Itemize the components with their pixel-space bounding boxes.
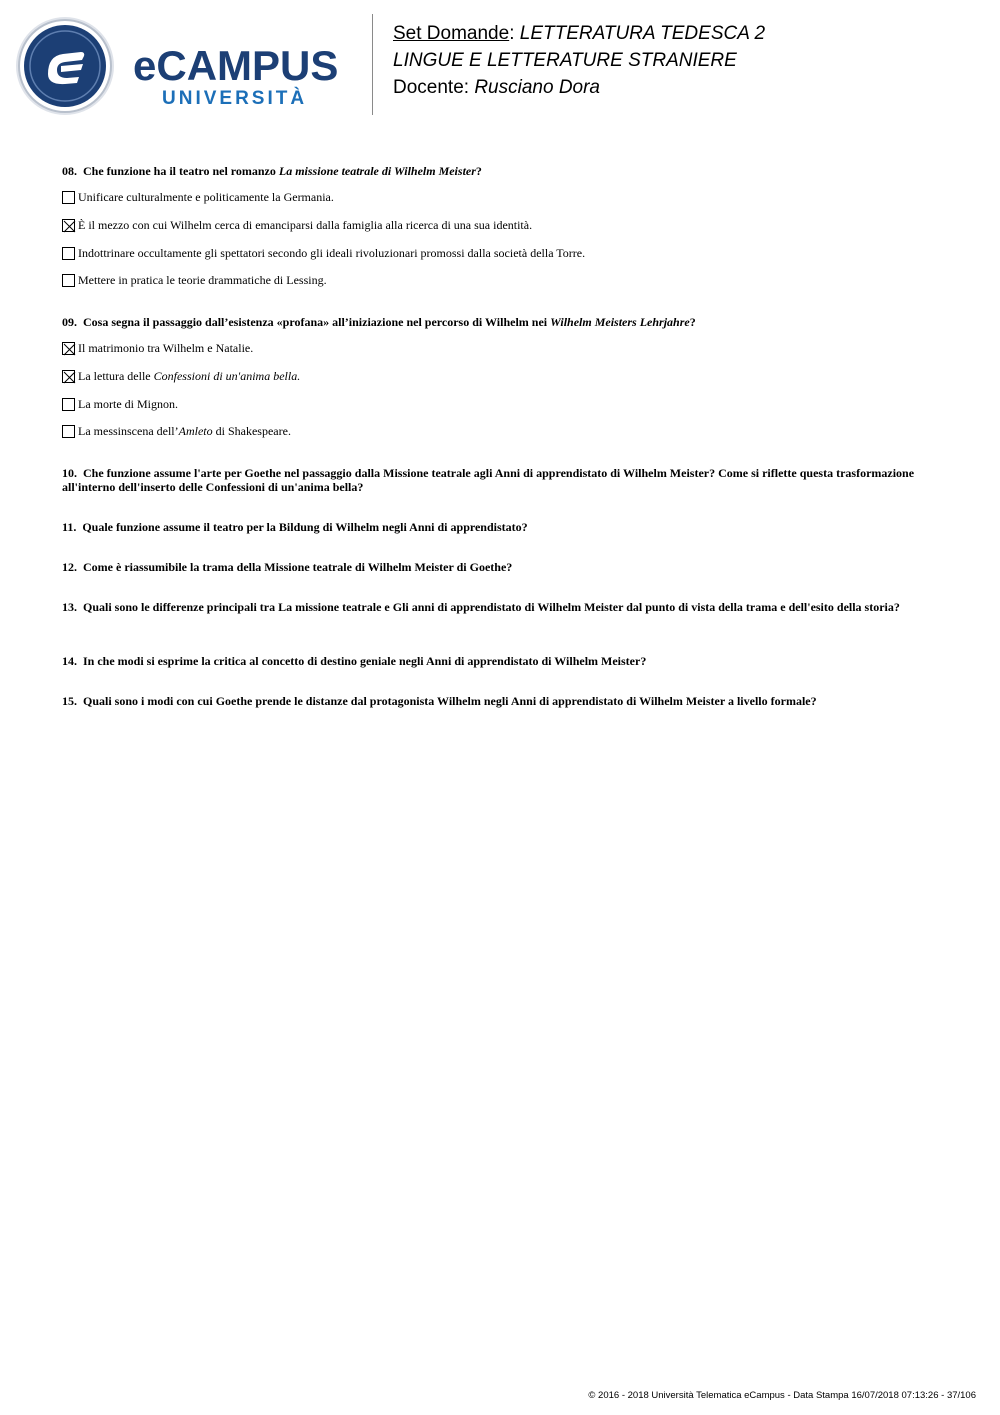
answer-option bbox=[62, 217, 532, 233]
option-text: La lettura delle bbox=[78, 369, 154, 383]
option-text: La messinscena dell’ bbox=[78, 424, 179, 438]
question-text: Quali sono i modi con cui Goethe prende le distanze dal protagonista Wilhelm negli Anni di apprendistato di Wilhelm Meister a livello formale? bbox=[83, 694, 817, 708]
question-text-italic: La missione teatrale di Wilhelm Meister bbox=[278, 164, 476, 178]
answer-option bbox=[62, 423, 291, 439]
question-15 bbox=[62, 694, 922, 708]
option-text: La morte di Mignon. bbox=[78, 397, 178, 411]
question-text: Quale funzione assume il teatro per la Bildung di Wilhelm negli Anni di apprendistato? bbox=[82, 520, 528, 534]
option-text: Indottrinare occultamente gli spettatori secondo gli ideali rivoluzionari promossi dalla società della Torre. bbox=[78, 246, 586, 260]
question-number: 15. bbox=[62, 694, 77, 708]
set-domande-separator: : bbox=[509, 23, 520, 44]
option-text-italic: Amleto bbox=[178, 424, 213, 438]
unchecked-checkbox-icon bbox=[62, 274, 75, 287]
ecampus-seal-icon bbox=[15, 16, 115, 116]
question-number: 10. bbox=[62, 466, 77, 480]
question-number: 12. bbox=[62, 560, 77, 574]
logo-subtitle: UNIVERSITÀ bbox=[162, 88, 308, 109]
question-number: 13. bbox=[62, 600, 77, 614]
option-text: È il mezzo con cui Wilhelm cerca di emanciparsi dalla famiglia alla ricerca di una sua identità. bbox=[78, 218, 533, 232]
docente-label: Docente: bbox=[393, 77, 475, 98]
question-text: Che funzione ha il teatro nel romanzo bbox=[83, 164, 279, 178]
question-11 bbox=[62, 520, 922, 534]
question-text-italic: Wilhelm Meisters Lehrjahre bbox=[550, 315, 690, 329]
program-title: LINGUE E LETTERATURE STRANIERE bbox=[393, 50, 737, 71]
question-text: In che modi si esprime la critica al concetto di destino geniale negli Anni di apprendistato di Wilhelm Meister? bbox=[83, 654, 647, 668]
checked-box-icon bbox=[62, 370, 75, 383]
question-text: Che funzione assume l'arte per Goethe nel passaggio dalla Missione teatrale agli Anni di apprendistato di Wilhelm Meister? Come si riflette questa trasformazione all'interno dell'inserto delle Confessioni di un'anima bella? bbox=[62, 466, 915, 494]
course-title: LETTERATURA TEDESCA 2 bbox=[519, 23, 766, 44]
logo-wordmark: eCAMPUS bbox=[133, 42, 339, 89]
docente-name: Rusciano Dora bbox=[474, 77, 600, 98]
question-text: Come è riassumibile la trama della Missione teatrale di Wilhelm Meister di Goethe? bbox=[83, 560, 513, 574]
question-text: Cosa segna il passaggio dall’esistenza «profana» all’iniziazione nel percorso di Wilhelm nei bbox=[83, 315, 551, 329]
unchecked-checkbox-icon bbox=[62, 398, 75, 411]
page-header bbox=[0, 0, 1000, 130]
answer-option bbox=[62, 245, 585, 261]
header-divider bbox=[372, 14, 373, 115]
unchecked-checkbox-icon bbox=[62, 247, 75, 260]
option-text: Mettere in pratica le teorie drammatiche di Lessing. bbox=[78, 273, 327, 287]
question-08 bbox=[62, 164, 922, 178]
answer-option bbox=[62, 189, 334, 205]
question-number: 09. bbox=[62, 315, 77, 329]
answer-option bbox=[62, 368, 300, 384]
option-text: Il matrimonio tra Wilhelm e Natalie. bbox=[78, 341, 254, 355]
question-number: 14. bbox=[62, 654, 77, 668]
question-14 bbox=[62, 654, 922, 668]
question-number: 11. bbox=[62, 520, 77, 534]
set-domande-line bbox=[393, 22, 765, 46]
question-10 bbox=[62, 466, 922, 494]
answer-option bbox=[62, 340, 253, 356]
page-footer: © 2016 - 2018 Università Telematica eCampus - Data Stampa 16/07/2018 07:13:26 - 37/106 bbox=[588, 1390, 976, 1401]
question-number: 08. bbox=[62, 164, 77, 178]
unchecked-checkbox-icon bbox=[62, 425, 75, 438]
answer-option bbox=[62, 272, 327, 288]
answer-option bbox=[62, 396, 178, 412]
question-13 bbox=[62, 600, 922, 614]
checked-box-icon bbox=[62, 342, 75, 355]
unchecked-checkbox-icon bbox=[62, 191, 75, 204]
checked-box-icon bbox=[62, 219, 75, 232]
program-line bbox=[393, 49, 737, 73]
docente-line bbox=[393, 76, 600, 100]
option-text-italic: Confessioni di un'anima bella. bbox=[153, 369, 301, 383]
question-text-end: ? bbox=[475, 164, 482, 178]
set-domande-label: Set Domande bbox=[393, 23, 510, 44]
question-text-end: ? bbox=[689, 315, 696, 329]
question-12 bbox=[62, 560, 922, 574]
option-text: Unificare culturalmente e politicamente la Germania. bbox=[78, 190, 334, 204]
question-09 bbox=[62, 315, 922, 329]
question-text: Quali sono le differenze principali tra La missione teatrale e Gli anni di apprendistato di Wilhelm Meister dal punto di vista della trama e dell'esito della storia? bbox=[83, 600, 900, 614]
option-text-end: di Shakespeare. bbox=[212, 424, 291, 438]
